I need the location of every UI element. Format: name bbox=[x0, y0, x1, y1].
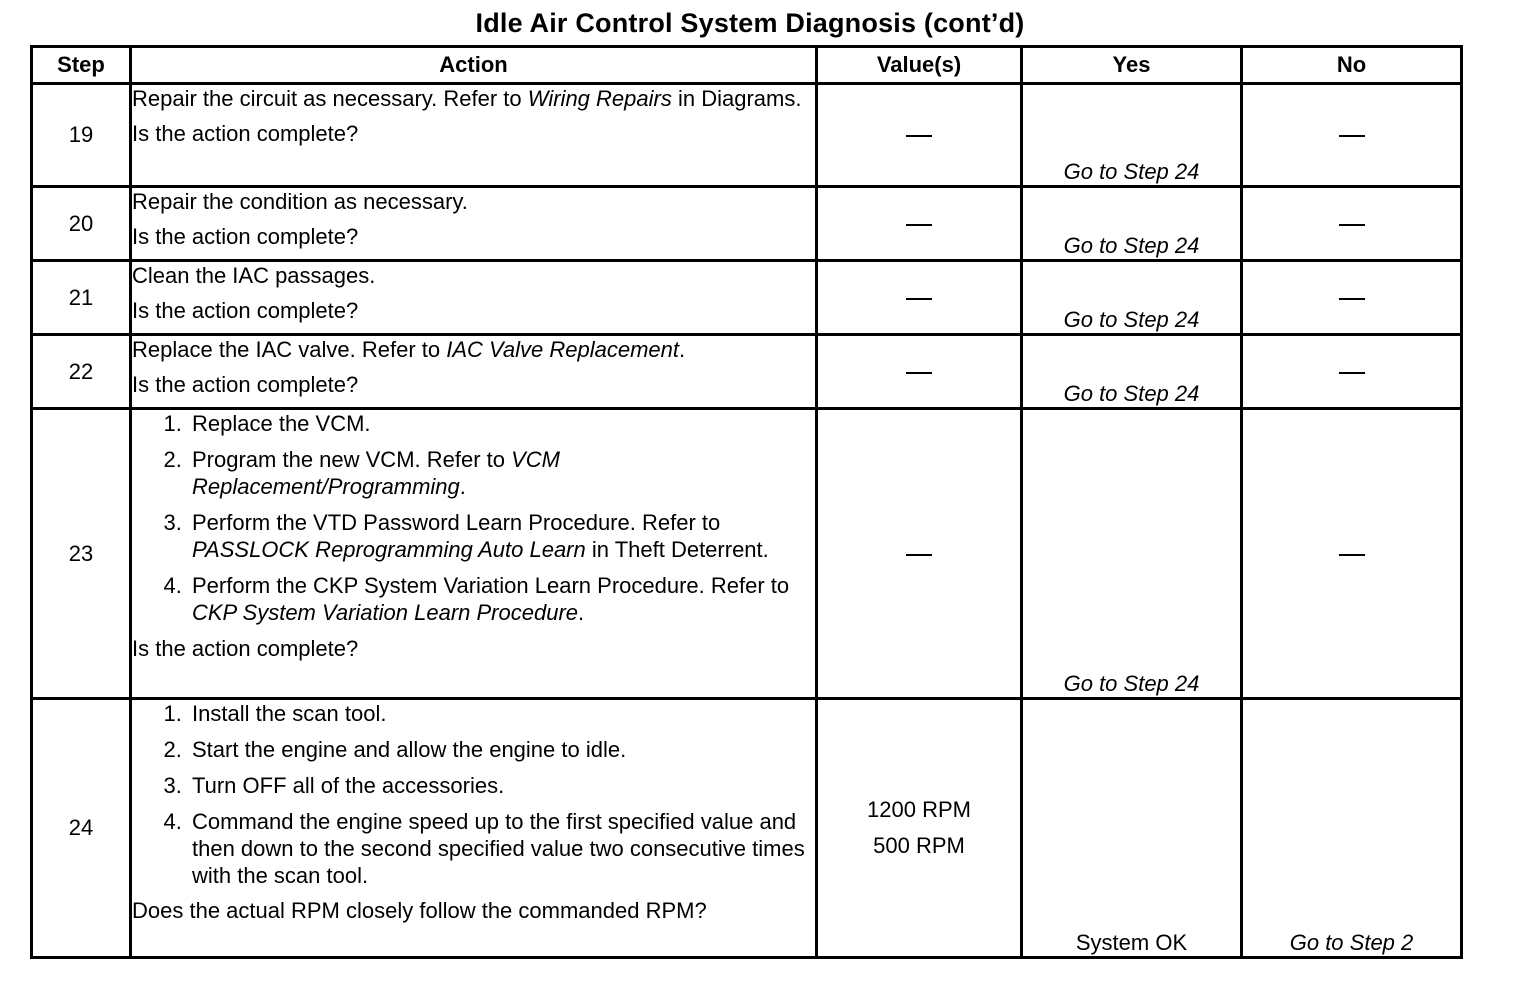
action-cell bbox=[131, 409, 817, 699]
yes-cell: Go to Step 24 bbox=[1022, 261, 1242, 335]
yes-cell: Go to Step 24 bbox=[1022, 187, 1242, 261]
dash bbox=[1339, 135, 1365, 137]
yes-cell: Go to Step 24 bbox=[1022, 84, 1242, 187]
header-step: Step bbox=[32, 47, 131, 84]
header-values: Value(s) bbox=[817, 47, 1022, 84]
value-cell bbox=[817, 261, 1022, 335]
action-cell bbox=[131, 84, 817, 187]
action-steps-list bbox=[132, 700, 815, 889]
action-cell bbox=[131, 335, 817, 409]
action-cell bbox=[131, 261, 817, 335]
no-cell bbox=[1242, 409, 1462, 699]
table-header-row bbox=[32, 47, 1462, 84]
step-number: 24 bbox=[32, 699, 131, 958]
action-steps-list bbox=[132, 410, 815, 626]
header-no: No bbox=[1242, 47, 1462, 84]
dash bbox=[906, 554, 932, 556]
yes-cell: Go to Step 24 bbox=[1022, 335, 1242, 409]
action-question: Is the action complete? bbox=[132, 298, 359, 323]
value-cell bbox=[817, 699, 1022, 958]
dash bbox=[906, 135, 932, 137]
action-question: Does the actual RPM closely follow the commanded RPM? bbox=[132, 898, 707, 923]
value-cell bbox=[817, 335, 1022, 409]
no-cell bbox=[1242, 261, 1462, 335]
list-item: 1. Install the scan tool. bbox=[188, 700, 815, 727]
table-row bbox=[32, 335, 1462, 409]
value-cell bbox=[817, 409, 1022, 699]
action-text: Replace the IAC valve. Refer to IAC Valve Replacement. bbox=[132, 337, 686, 362]
action-text: Repair the circuit as necessary. Refer to Wiring Repairs in Diagrams. bbox=[132, 86, 802, 111]
value-rpm-low: 500 RPM bbox=[873, 833, 965, 858]
action-question: Is the action complete? bbox=[132, 372, 359, 397]
action-text: Clean the IAC passages. bbox=[132, 263, 376, 288]
dash bbox=[906, 372, 932, 374]
list-item: 2. Start the engine and allow the engine to idle. bbox=[188, 736, 815, 763]
step-number: 22 bbox=[32, 335, 131, 409]
dash bbox=[1339, 224, 1365, 226]
page-title: Idle Air Control System Diagnosis (cont’d) bbox=[475, 8, 1025, 38]
list-item: 3. Turn OFF all of the accessories. bbox=[188, 772, 815, 799]
action-cell bbox=[131, 187, 817, 261]
dash bbox=[906, 298, 932, 300]
list-item: 2. Program the new VCM. Refer to VCM Replacement/Programming. bbox=[188, 446, 815, 500]
value-cell bbox=[817, 187, 1022, 261]
step-number: 23 bbox=[32, 409, 131, 699]
dash bbox=[906, 224, 932, 226]
step-number: 21 bbox=[32, 261, 131, 335]
step-number: 20 bbox=[32, 187, 131, 261]
table-row bbox=[32, 409, 1462, 699]
value-cell bbox=[817, 84, 1022, 187]
list-item: 1. Replace the VCM. bbox=[188, 410, 815, 437]
list-item: 3. Perform the VTD Password Learn Procedure. Refer to PASSLOCK Reprogramming Auto Learn in Theft Deterrent. bbox=[188, 509, 815, 563]
no-cell bbox=[1242, 187, 1462, 261]
action-text: Repair the condition as necessary. bbox=[132, 189, 468, 214]
header-yes: Yes bbox=[1022, 47, 1242, 84]
no-cell bbox=[1242, 335, 1462, 409]
dash bbox=[1339, 372, 1365, 374]
table-row bbox=[32, 84, 1462, 187]
list-item: 4. Perform the CKP System Variation Learn Procedure. Refer to CKP System Variation Learn Procedure. bbox=[188, 572, 815, 626]
table-row bbox=[32, 699, 1462, 958]
action-question: Is the action complete? bbox=[132, 224, 359, 249]
list-item: 4. Command the engine speed up to the first specified value and then down to the second specified value two consecutive times with the scan tool. bbox=[188, 808, 815, 889]
yes-cell: System OK bbox=[1022, 699, 1242, 958]
action-question: Is the action complete? bbox=[132, 121, 359, 146]
no-cell bbox=[1242, 84, 1462, 187]
action-cell bbox=[131, 699, 817, 958]
table-row bbox=[32, 187, 1462, 261]
step-number: 19 bbox=[32, 84, 131, 187]
action-question: Is the action complete? bbox=[132, 636, 359, 661]
dash bbox=[1339, 554, 1365, 556]
table-row bbox=[32, 261, 1462, 335]
no-cell: Go to Step 2 bbox=[1242, 699, 1462, 958]
value-rpm-high: 1200 RPM bbox=[867, 797, 971, 822]
header-action: Action bbox=[131, 47, 817, 84]
dash bbox=[1339, 298, 1365, 300]
yes-cell: Go to Step 24 bbox=[1022, 409, 1242, 699]
diagnosis-table bbox=[30, 45, 1463, 959]
